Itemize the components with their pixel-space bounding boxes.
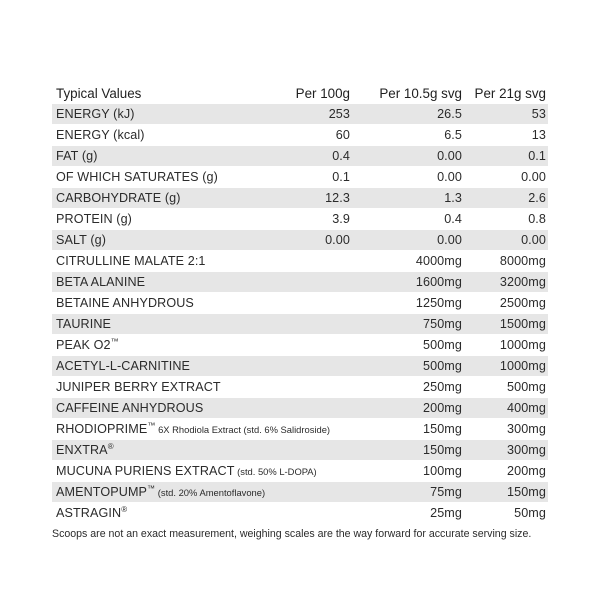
value-per-21g: 3200mg (464, 272, 548, 293)
header-per-100g: Per 100g (295, 85, 350, 101)
value-per-100g (270, 293, 352, 314)
value-per-100g (270, 272, 352, 293)
value-per-10-5g: 1250mg (415, 296, 462, 310)
table-row (52, 251, 548, 272)
ingredient-note: 6X Rhodiola Extract (std. 6% Salidroside) (155, 424, 331, 435)
table-row (52, 125, 548, 146)
value-per-10-5g: 25mg (430, 506, 462, 520)
row-label (52, 230, 270, 251)
value-per-21g: 1000mg (464, 356, 548, 377)
trademark-mark: ™ (110, 336, 119, 346)
ingredient-name: MUCUNA PURIENS EXTRACT (56, 464, 235, 478)
row-label (52, 293, 270, 314)
ingredient-name: RHODIOPRIME (56, 422, 148, 436)
trademark-mark: ™ (147, 420, 156, 430)
table-row (52, 167, 548, 188)
row-label (52, 125, 270, 146)
row-label (52, 209, 270, 230)
ingredient-name: TAURINE (56, 317, 112, 331)
row-label (52, 146, 270, 167)
trademark-mark: ™ (147, 483, 156, 493)
row-label (52, 482, 270, 503)
value-per-100g: 0.1 (332, 170, 350, 184)
row-label (52, 398, 270, 419)
ingredient-name: PROTEIN (g) (56, 212, 132, 226)
value-per-21g: 300mg (464, 440, 548, 461)
table-row (52, 335, 548, 356)
row-label (52, 440, 270, 461)
value-per-21g: 0.00 (521, 170, 546, 184)
trademark-mark: ® (121, 504, 128, 514)
ingredient-name: ENXTRA (56, 443, 108, 457)
ingredient-name: ACETYL-L-CARNITINE (56, 359, 191, 373)
value-per-100g: 0.4 (270, 146, 352, 167)
table-row (52, 503, 548, 524)
value-per-10-5g: 6.5 (444, 128, 462, 142)
table-row (52, 293, 548, 314)
value-per-21g: 0.1 (464, 146, 548, 167)
header-row (52, 83, 548, 104)
header-per-10-5g: Per 10.5g svg (379, 85, 462, 101)
nutrition-table (52, 83, 548, 523)
value-per-10-5g: 75mg (352, 482, 464, 503)
row-label (52, 251, 270, 272)
row-label (52, 335, 270, 356)
value-per-100g: 253 (270, 104, 352, 125)
ingredient-name: BETAINE ANHYDROUS (56, 296, 194, 310)
row-label (52, 356, 270, 377)
ingredient-name: CARBOHYDRATE (g) (56, 191, 181, 205)
value-per-100g (270, 314, 352, 335)
row-label (52, 461, 317, 482)
value-per-10-5g: 250mg (422, 380, 462, 394)
ingredient-name: OF WHICH SATURATES (g) (56, 170, 218, 184)
value-per-100g: 0.00 (270, 230, 352, 251)
value-per-100g (270, 251, 352, 272)
table-row (52, 419, 548, 440)
header-typical-values: Typical Values (56, 85, 142, 101)
value-per-10-5g: 0.00 (437, 170, 462, 184)
table-row (52, 209, 548, 230)
trademark-mark: ® (107, 441, 114, 451)
value-per-21g: 2500mg (499, 296, 546, 310)
value-per-100g (270, 377, 352, 398)
value-per-21g: 2.6 (464, 188, 548, 209)
value-per-21g: 1000mg (499, 338, 546, 352)
value-per-10-5g: 1.3 (352, 188, 464, 209)
value-per-21g: 500mg (506, 380, 546, 394)
row-label (52, 377, 270, 398)
ingredient-name: FAT (g) (56, 149, 98, 163)
table-row (52, 146, 548, 167)
value-per-21g: 50mg (514, 506, 546, 520)
ingredient-name: AMENTOPUMP (56, 485, 148, 499)
ingredient-name: PEAK O2 (56, 338, 111, 352)
table-row (52, 461, 548, 482)
value-per-10-5g: 750mg (352, 314, 464, 335)
row-label (52, 419, 331, 440)
value-per-100g (270, 482, 352, 503)
footnote: Scoops are not an exact measurement, weighing scales are the way forward for accurate serving size. (52, 528, 532, 540)
ingredient-name: ENERGY (kJ) (56, 107, 135, 121)
table-row (52, 398, 548, 419)
table-row (52, 356, 548, 377)
value-per-10-5g: 500mg (422, 338, 462, 352)
ingredient-note: (std. 20% Amentoflavone) (155, 487, 266, 498)
ingredient-name: JUNIPER BERRY EXTRACT (56, 380, 221, 394)
table-row (52, 482, 548, 503)
value-per-10-5g: 0.00 (352, 146, 464, 167)
row-label (52, 503, 270, 524)
nutrition-panel (52, 83, 548, 540)
row-label (52, 314, 270, 335)
row-label (52, 104, 270, 125)
value-per-10-5g: 4000mg (415, 254, 462, 268)
ingredient-name: CAFFEINE ANHYDROUS (56, 401, 204, 415)
table-row (52, 104, 548, 125)
value-per-10-5g: 0.4 (444, 212, 462, 226)
table-row (52, 188, 548, 209)
ingredient-name: ENERGY (kcal) (56, 128, 145, 142)
ingredient-name: BETA ALANINE (56, 275, 146, 289)
value-per-100g: 12.3 (270, 188, 352, 209)
value-per-21g: 300mg (506, 422, 546, 436)
value-per-10-5g: 500mg (352, 356, 464, 377)
value-per-21g: 0.00 (464, 230, 548, 251)
ingredient-name: ASTRAGIN (56, 506, 122, 520)
value-per-21g: 200mg (506, 464, 546, 478)
value-per-10-5g: 150mg (422, 422, 462, 436)
value-per-21g: 13 (531, 128, 546, 142)
row-label (52, 272, 270, 293)
value-per-21g: 53 (464, 104, 548, 125)
table-row (52, 230, 548, 251)
value-per-10-5g: 100mg (422, 464, 462, 478)
value-per-100g (270, 440, 352, 461)
table-row (52, 314, 548, 335)
value-per-10-5g: 0.00 (352, 230, 464, 251)
table-row (52, 440, 548, 461)
value-per-10-5g: 1600mg (352, 272, 464, 293)
table-row (52, 272, 548, 293)
header-per-21g: Per 21g svg (474, 85, 546, 101)
ingredient-name: CITRULLINE MALATE 2:1 (56, 254, 206, 268)
value-per-100g (270, 503, 352, 524)
table-row (52, 377, 548, 398)
ingredient-name: SALT (g) (56, 233, 107, 247)
value-per-100g: 3.9 (332, 212, 350, 226)
value-per-100g (270, 335, 352, 356)
value-per-21g: 150mg (464, 482, 548, 503)
value-per-21g: 400mg (464, 398, 548, 419)
value-per-21g: 0.8 (528, 212, 546, 226)
value-per-10-5g: 150mg (352, 440, 464, 461)
value-per-21g: 1500mg (464, 314, 548, 335)
row-label (52, 167, 270, 188)
value-per-100g (270, 356, 352, 377)
value-per-10-5g: 26.5 (352, 104, 464, 125)
value-per-100g: 60 (335, 128, 350, 142)
value-per-100g (270, 398, 352, 419)
value-per-10-5g: 200mg (352, 398, 464, 419)
ingredient-note: (std. 50% L-DOPA) (234, 466, 317, 477)
row-label (52, 188, 270, 209)
value-per-21g: 8000mg (499, 254, 546, 268)
